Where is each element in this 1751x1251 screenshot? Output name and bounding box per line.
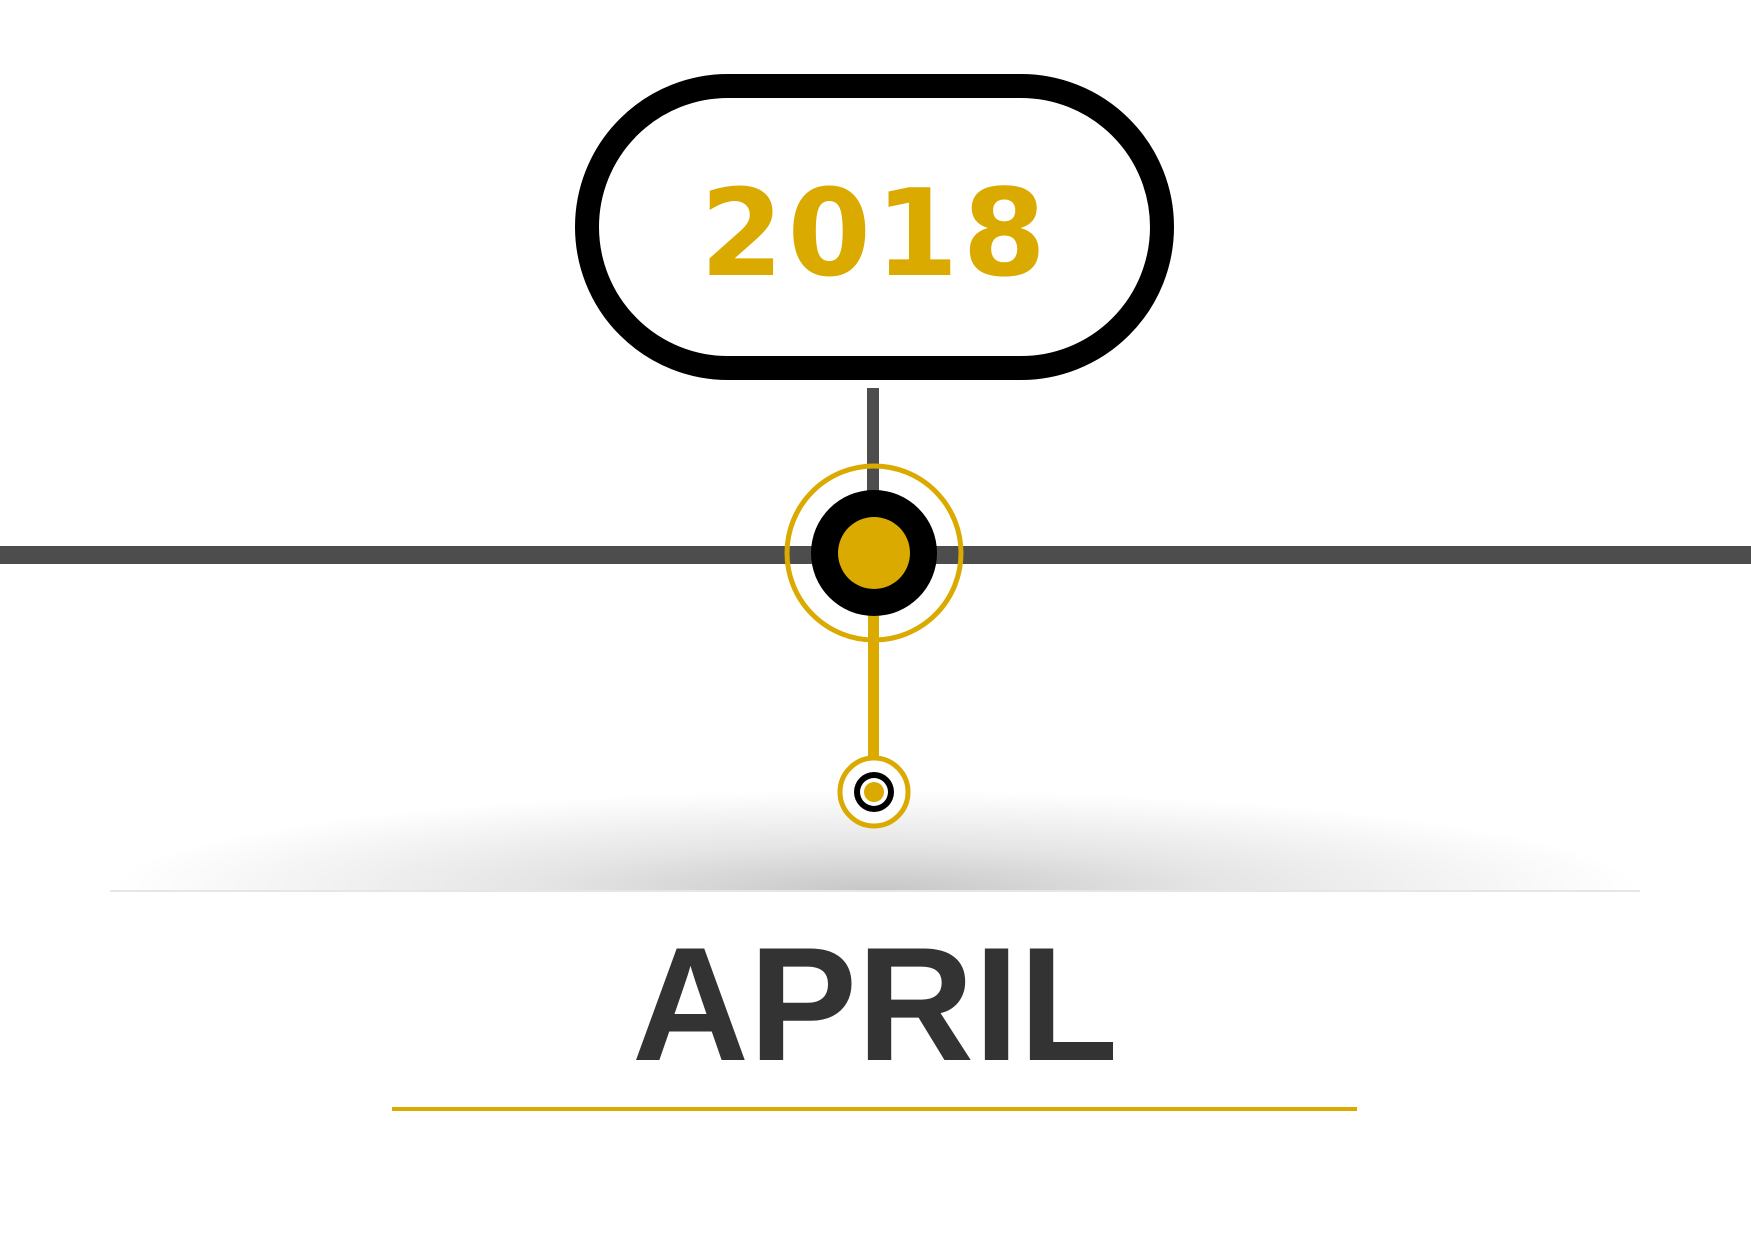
main-node-dot: [838, 517, 910, 589]
year-connector: [867, 388, 879, 496]
year-label: 2018: [700, 165, 1050, 304]
small-node-dot: [864, 782, 884, 802]
month-underline: [392, 1107, 1357, 1111]
month-label: APRIL: [632, 914, 1118, 1095]
